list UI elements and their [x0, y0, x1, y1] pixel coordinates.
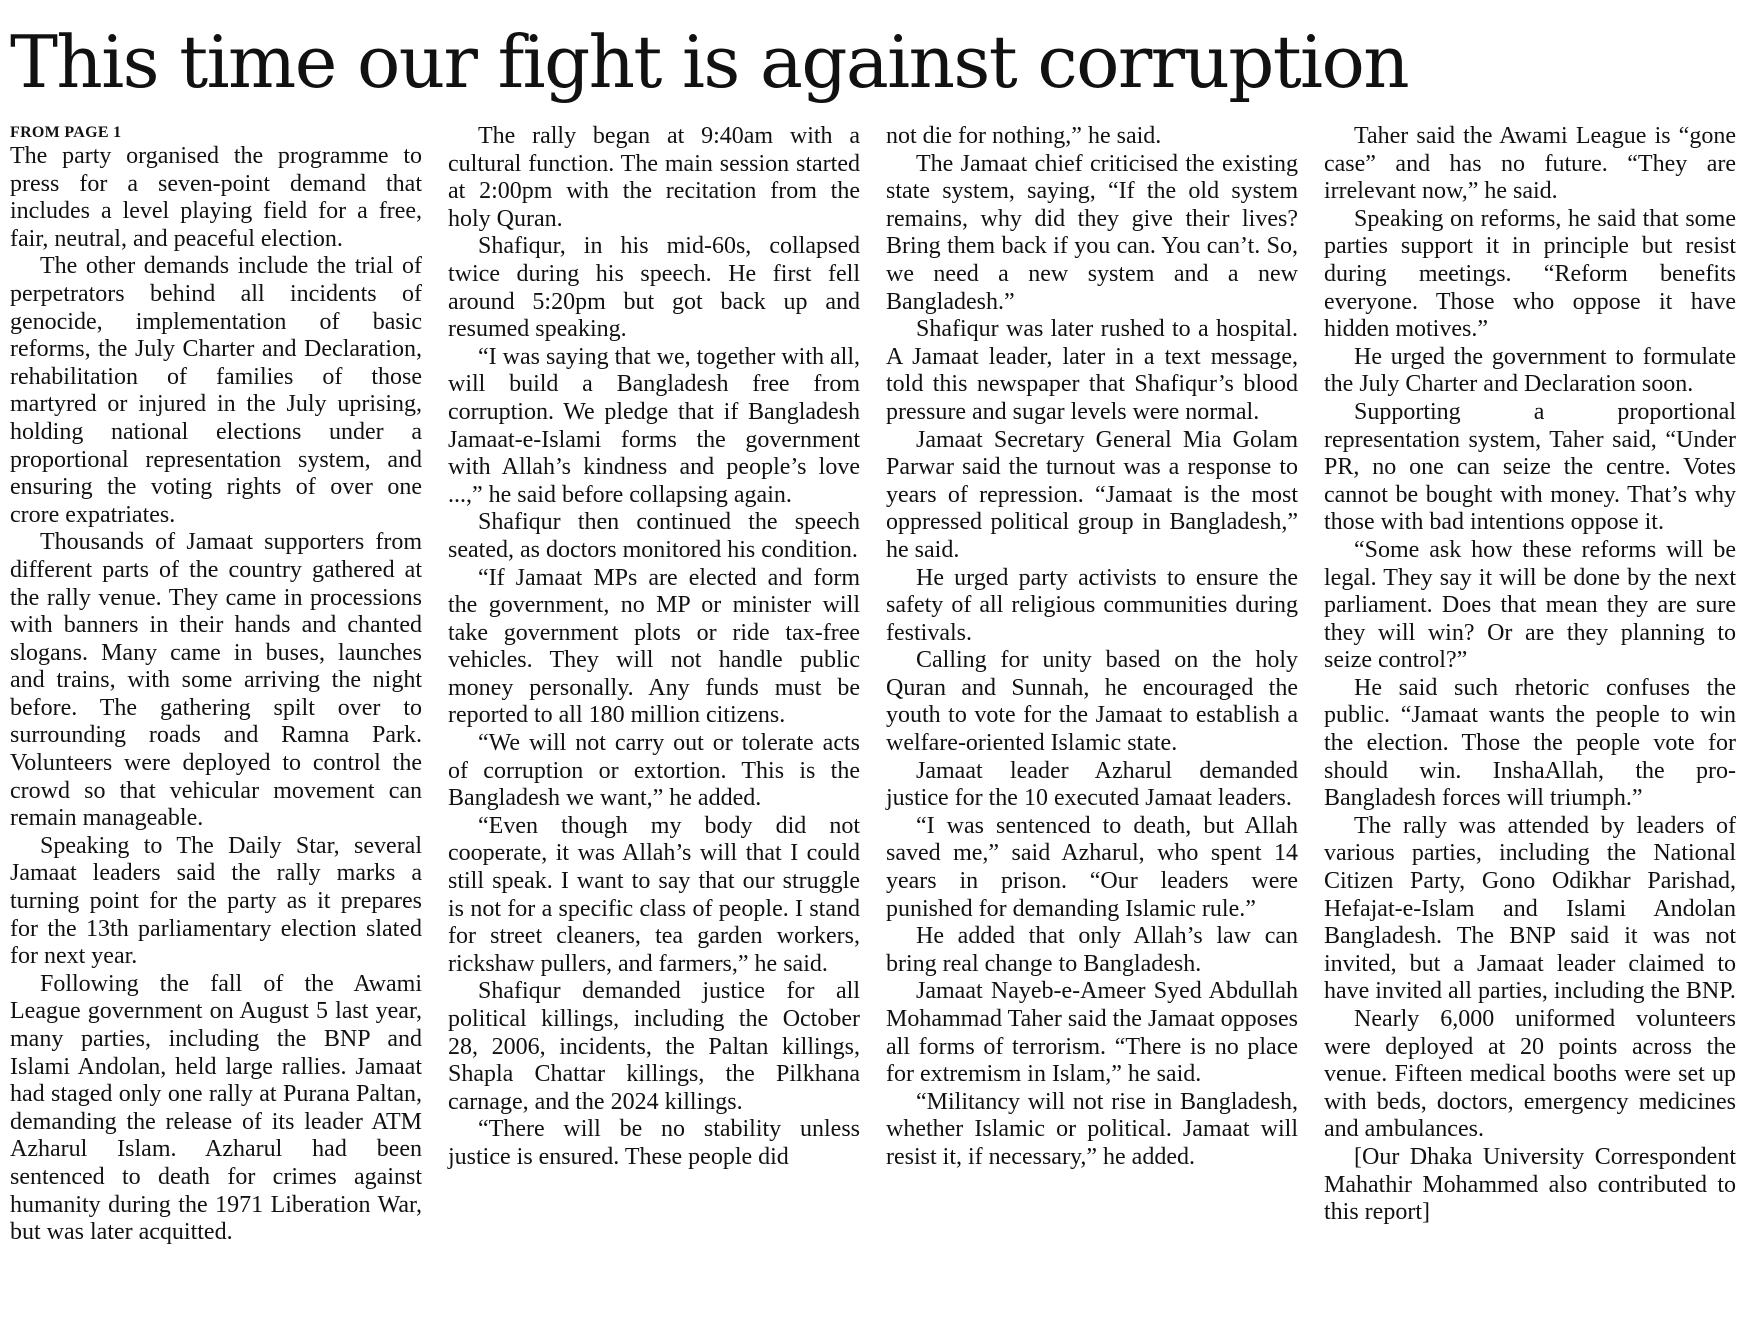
- paragraph: “Some ask how these reforms will be legal. They say it will be done by the next parliament. Does that mean they are sure they will win? Or are they planning to seize control?”: [1324, 536, 1736, 674]
- paragraph: Supporting a proportional representation system, Taher said, “Under PR, no one can seize the centre. Votes cannot be bought with money. That’s why those with bad intentions oppose it.: [1324, 398, 1736, 536]
- paragraph: Calling for unity based on the holy Quran and Sunnah, he encouraged the youth to vote for the Jamaat to establish a welfare-oriented Islamic state.: [886, 647, 1298, 757]
- paragraph: “We will not carry out or tolerate acts of corruption or extortion. This is the Bangladesh we want,” he added.: [448, 730, 860, 812]
- paragraph: Nearly 6,000 uniformed volunteers were deployed at 20 points across the venue. Fifteen medical booths were set up with beds, doctors, emergency medicines and ambulances.: [1324, 1006, 1736, 1143]
- paragraph: “I was sentenced to death, but Allah saved me,” said Azharul, who spent 14 years in prison. “Our leaders were punished for demanding Islamic rule.”: [886, 812, 1298, 922]
- kicker-from-page: FROM PAGE 1: [10, 124, 122, 141]
- paragraph: Speaking on reforms, he said that some parties support it in principle but resist during meetings. “Reform benefits everyone. Those who oppose it have hidden motives.”: [1324, 205, 1736, 343]
- paragraph: He added that only Allah’s law can bring real change to Bangladesh.: [886, 923, 1298, 977]
- paragraph: “If Jamaat MPs are elected and form the government, no MP or minister will take government plots or ride tax-free vehicles. They will not handle public money personally. Any funds must be reported to all 180 million citizens.: [448, 564, 860, 729]
- article-body: [10, 123, 1740, 1329]
- paragraph-continued: not die for nothing,” he said.: [886, 123, 1162, 149]
- paragraph: Thousands of Jamaat supporters from different parts of the country gathered at the rally venue. They came in processions with banners in their hands and chanted slogans. Many came in buses, launches and trains, with some arriving the night before. The gathering spilt over to surrounding roads and Ramna Park. Volunteers were deployed to control the crowd so that vehicular movement can remain manageable.: [10, 529, 422, 832]
- paragraph: He urged the government to formulate the July Charter and Declaration soon.: [1324, 343, 1736, 398]
- paragraph: The rally was attended by leaders of various parties, including the National Citizen Party, Gono Odikhar Parishad, Hefajat-e-Islam and Islami Andolan Bangladesh. The BNP said it was not invited, but a Jamaat leader claimed to have invited all parties, including the BNP.: [1324, 812, 1736, 1005]
- paragraph: “Militancy will not rise in Bangladesh, whether Islamic or political. Jamaat will resist it, if necessary,” he added.: [886, 1088, 1298, 1170]
- column-2: [448, 123, 860, 1329]
- paragraph: “I was saying that we, together with all, will build a Bangladesh free from corruption. We pledge that if Bangladesh Jamaat-e-Islami forms the government with Allah’s kindness and people’s love ...,” he said before collapsing again.: [448, 343, 860, 508]
- paragraph: Shafiqur demanded justice for all political killings, including the October 28, 2006, incidents, the Paltan killings, Shapla Chattar killings, the Pilkhana carnage, and the 2024 killings.: [448, 978, 860, 1115]
- paragraph: He urged party activists to ensure the safety of all religious communities during festivals.: [886, 564, 1298, 646]
- paragraph: Speaking to The Daily Star, several Jamaat leaders said the rally marks a turning point for the party as it prepares for the 13th parliamentary election slated for next year.: [10, 832, 422, 970]
- paragraph: Jamaat Nayeb-e-Ameer Syed Abdullah Mohammad Taher said the Jamaat opposes all forms of terrorism. “There is no place for extremism in Islam,” he said.: [886, 978, 1298, 1088]
- paragraph: Shafiqur, in his mid-60s, collapsed twice during his speech. He first fell around 5:20pm but got back up and resumed speaking.: [448, 233, 860, 343]
- headline: This time our fight is against corruption: [10, 20, 1408, 104]
- paragraph: Jamaat leader Azharul demanded justice for the 10 executed Jamaat leaders.: [886, 757, 1298, 812]
- column-3: [886, 123, 1298, 1329]
- paragraph: Taher said the Awami League is “gone case” and has no future. “They are irrelevant now,” he said.: [1324, 123, 1736, 205]
- paragraph: The party organised the programme to press for a seven-point demand that includes a level playing field for a free, fair, neutral, and peaceful election.: [10, 143, 422, 252]
- paragraph: “There will be no stability unless justice is ensured. These people did: [448, 1116, 860, 1170]
- contributor-note: [Our Dhaka University Correspondent Mahathir Mohammed also contributed to this report]: [1324, 1143, 1736, 1226]
- paragraph: “Even though my body did not cooperate, it was Allah’s will that I could still speak. I want to say that our struggle is not for a specific class of people. I stand for street cleaners, tea garden workers, rickshaw pullers, and farmers,” he said.: [448, 812, 860, 977]
- paragraph: The rally began at 9:40am with a cultural function. The main session started at 2:00pm with the recitation from the holy Quran.: [448, 123, 860, 232]
- column-4: [1324, 123, 1736, 1329]
- paragraph: Shafiqur then continued the speech seated, as doctors monitored his condition.: [448, 509, 860, 563]
- column-1: [10, 123, 422, 1329]
- paragraph: He said such rhetoric confuses the public. “Jamaat wants the people to win the election. Those the people vote for should win. InshaAllah, the pro-Bangladesh forces will triumph.”: [1324, 674, 1736, 812]
- paragraph: Shafiqur was later rushed to a hospital. A Jamaat leader, later in a text message, told this newspaper that Shafiqur’s blood pressure and sugar levels were normal.: [886, 316, 1298, 425]
- paragraph: The other demands include the trial of perpetrators behind all incidents of genocide, implementation of basic reforms, the July Charter and Declaration, rehabilitation of families of those martyred or injured in the July uprising, holding national elections under a proportional representation system, and ensuring the voting rights of over one crore expatriates.: [10, 253, 422, 528]
- paragraph: Following the fall of the Awami League government on August 5 last year, many parties, including the BNP and Islami Andolan, held large rallies. Jamaat had staged only one rally at Purana Paltan, demanding the release of its leader ATM Azharul Islam. Azharul had been sentenced to death for crimes against humanity during the 1971 Liberation War, but was later acquitted.: [10, 970, 422, 1246]
- paragraph: Jamaat Secretary General Mia Golam Parwar said the turnout was a response to years of repression. “Jamaat is the most oppressed political group in Bangladesh,” he said.: [886, 426, 1298, 563]
- paragraph: The Jamaat chief criticised the existing state system, saying, “If the old system remains, why did they give their lives? Bring them back if you can. You can’t. So, we need a new system and a new Bangladesh.”: [886, 150, 1298, 315]
